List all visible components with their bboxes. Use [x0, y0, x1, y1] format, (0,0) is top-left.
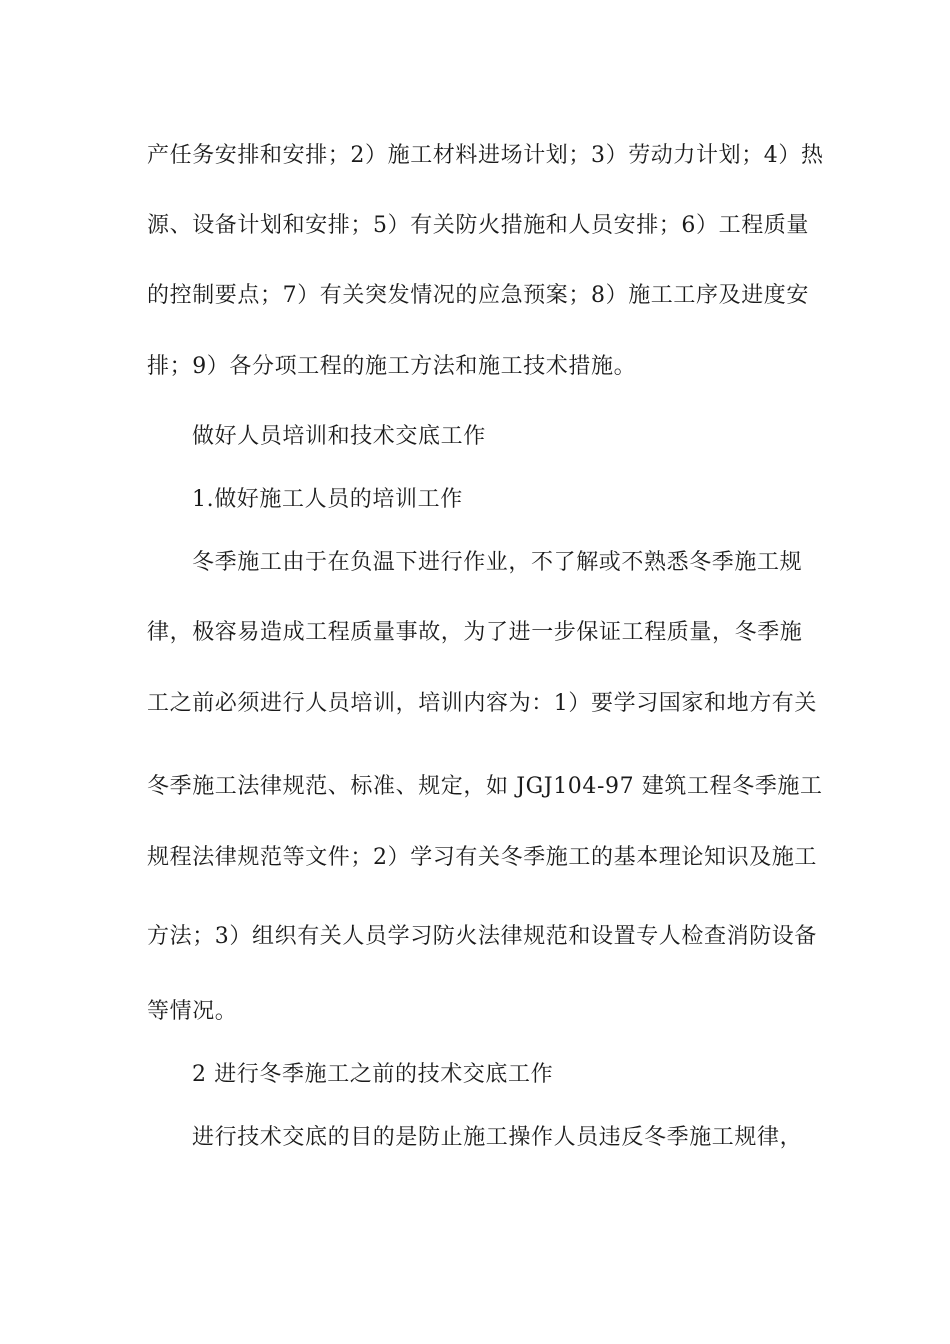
text-line: 等情况。 [147, 999, 238, 1024]
text-line: 冬季施工法律规范、标准、规定，如 JGJ104-97 建筑工程冬季施工 [147, 774, 823, 799]
text-line: 排；9）各分项工程的施工方法和施工技术措施。 [147, 354, 637, 379]
subsection-heading: 2 进行冬季施工之前的技术交底工作 [192, 1062, 554, 1087]
text-line: 工之前必须进行人员培训，培训内容为：1）要学习国家和地方有关 [147, 691, 817, 716]
text-line: 律，极容易造成工程质量事故，为了进一步保证工程质量，冬季施 [147, 620, 803, 645]
text-line: 的控制要点；7）有关突发情况的应急预案；8）施工工序及进度安 [147, 283, 809, 308]
section-heading: 做好人员培训和技术交底工作 [192, 424, 486, 449]
text-line: 规程法律规范等文件；2）学习有关冬季施工的基本理论知识及施工 [147, 845, 817, 870]
paragraph-first-line: 冬季施工由于在负温下进行作业，不了解或不熟悉冬季施工规 [192, 550, 803, 575]
text-line: 方法；3）组织有关人员学习防火法律规范和设置专人检查消防设备 [147, 924, 817, 949]
paragraph-first-line: 进行技术交底的目的是防止施工操作人员违反冬季施工规律， [192, 1125, 803, 1150]
subsection-heading: 1.做好施工人员的培训工作 [192, 487, 463, 512]
text-line: 产任务安排和安排；2）施工材料进场计划；3）劳动力计划；4）热 [147, 143, 824, 168]
text-line: 源、设备计划和安排；5）有关防火措施和人员安排；6）工程质量 [147, 213, 809, 238]
